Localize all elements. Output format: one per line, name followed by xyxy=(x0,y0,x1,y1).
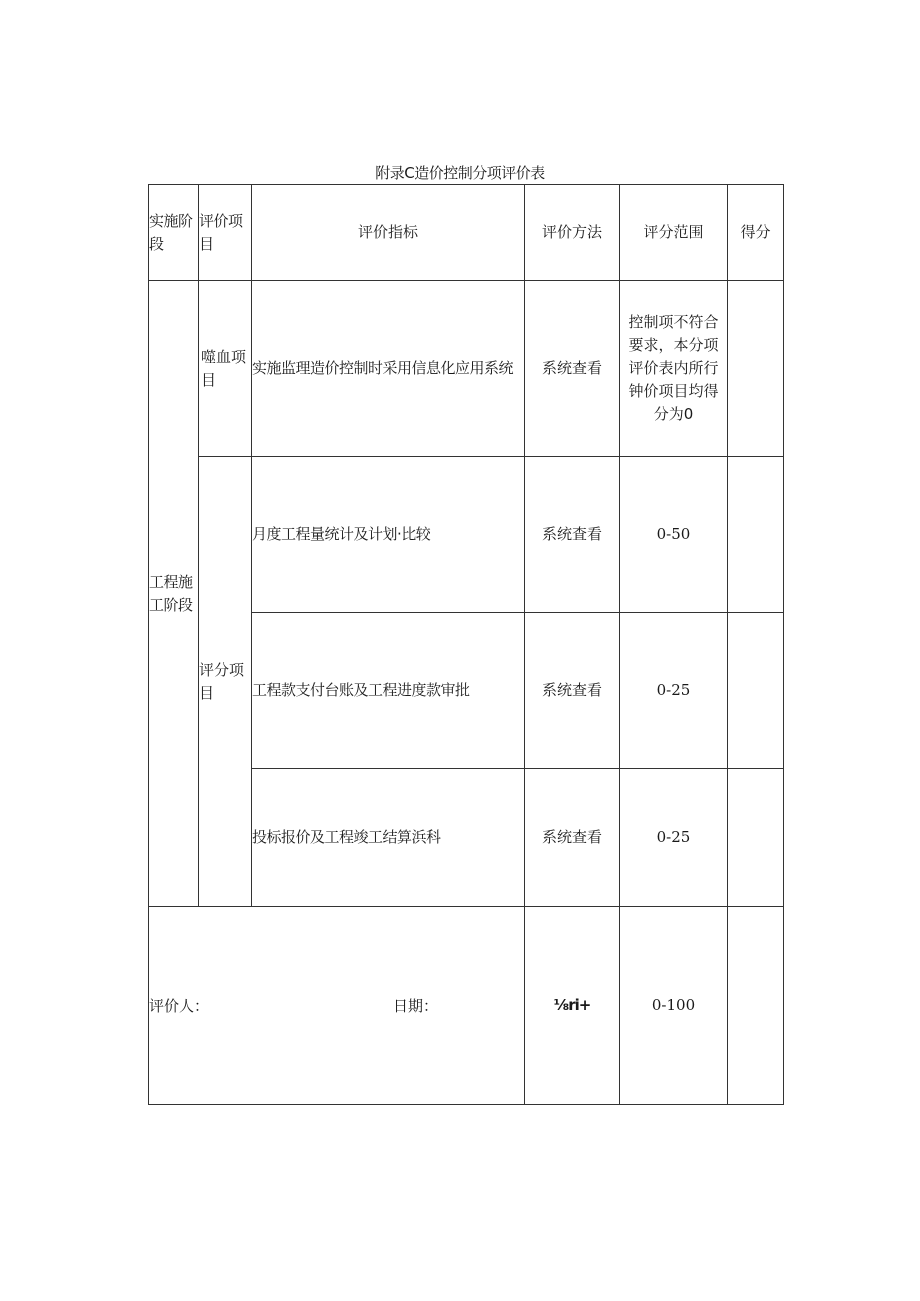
header-score: 得分 xyxy=(728,185,784,281)
control-method-cell: 系统查看 xyxy=(525,281,620,457)
control-indicator-cell: 实施监理造价控制时采用信息化应用系统 xyxy=(252,281,525,457)
header-row xyxy=(149,185,784,281)
header-indicator: 评价指标 xyxy=(252,185,525,281)
scored-range-cell: 0-50 xyxy=(620,457,728,613)
scored-range-cell: 0-25 xyxy=(620,613,728,769)
table-caption: 附录C造价控制分项评价表 xyxy=(375,164,545,182)
scored-score-cell xyxy=(728,769,784,907)
total-range-cell: 0-100 xyxy=(620,907,728,1105)
evaluator-label: 评价人： xyxy=(149,997,210,1015)
control-category-cell: 噬血项目 xyxy=(199,281,252,457)
scored-method-cell: 系统査看 xyxy=(525,457,620,613)
scored-score-cell xyxy=(728,613,784,769)
scored-row xyxy=(149,457,784,613)
control-range-cell: 控制项不符合要求，本分项评价表内所行钟价项目均得分为0 xyxy=(620,281,728,457)
scored-indicator-cell: 月度工程量统计及计划·比较 xyxy=(252,457,525,613)
scored-method-cell: 系统查看 xyxy=(525,613,620,769)
total-score-cell xyxy=(728,907,784,1105)
scored-indicator-cell: 投标报价及工程竣工结算浜科 xyxy=(252,769,525,907)
header-range: 评分范围 xyxy=(620,185,728,281)
control-item-row xyxy=(149,281,784,457)
scored-method-cell: 系统查看 xyxy=(525,769,620,907)
header-item: 评价项目 xyxy=(199,185,252,281)
scored-score-cell xyxy=(728,457,784,613)
scored-category-cell: 评分项目 xyxy=(199,457,252,907)
signature-cell xyxy=(149,907,525,1105)
header-method: 评价方法 xyxy=(525,185,620,281)
date-label: 日期： xyxy=(393,997,439,1015)
evaluation-table xyxy=(148,184,784,1105)
scored-indicator-cell: 工程款支付台账及工程进度款审批 xyxy=(252,613,525,769)
stage-cell: 工程施工阶段 xyxy=(149,281,199,907)
total-label-cell: ⅛ri+ xyxy=(525,907,620,1105)
footer-row xyxy=(149,907,784,1105)
header-stage: 实施阶段 xyxy=(149,185,199,281)
control-score-cell xyxy=(728,281,784,457)
scored-range-cell: 0-25 xyxy=(620,769,728,907)
